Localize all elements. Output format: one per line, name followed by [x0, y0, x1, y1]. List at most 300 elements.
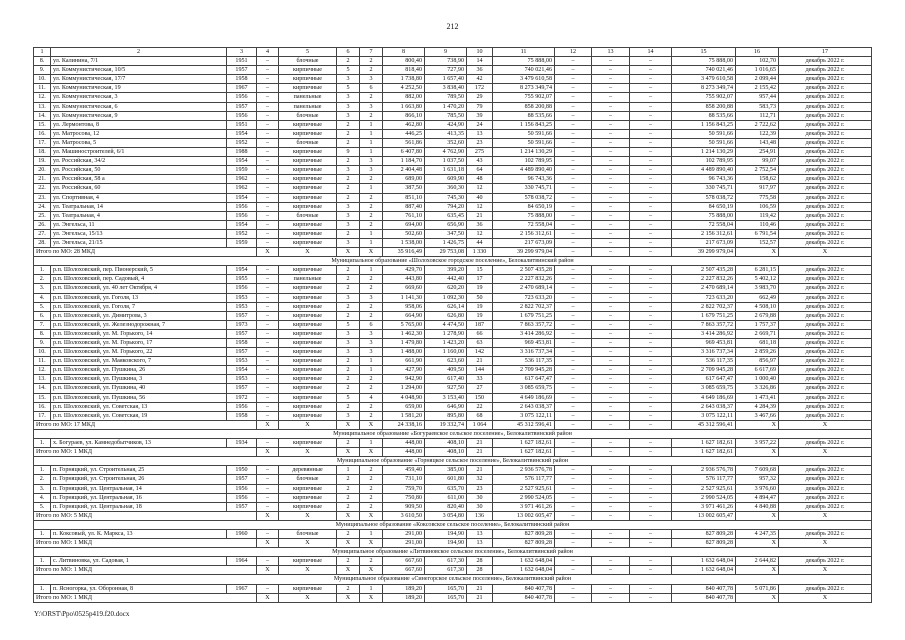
table-cell: 96 743,36	[672, 175, 736, 184]
table-cell: –	[592, 320, 630, 329]
table-cell: –	[592, 275, 630, 284]
table-cell: 1	[360, 129, 383, 138]
table-cell: X	[736, 248, 779, 257]
table-cell: 12	[555, 48, 592, 57]
table-cell: ул. Энгельса, 15/13	[51, 229, 227, 238]
table-cell: 387,50	[383, 184, 425, 193]
table-cell: X	[279, 566, 337, 575]
table-cell: Итого по МО: 28 МКД	[34, 248, 257, 257]
table-cell: 5	[337, 66, 360, 75]
table-cell: 1953	[227, 293, 257, 302]
table-cell: 2	[337, 384, 360, 393]
table-cell: –	[630, 339, 672, 348]
table-cell: 3	[337, 102, 360, 111]
table-cell: 6.	[34, 311, 51, 320]
table-cell: 617 647,47	[493, 375, 555, 384]
table-cell: 23	[467, 484, 493, 493]
table-cell: –	[630, 529, 672, 538]
table-cell: 7 609,68	[736, 466, 779, 475]
table-cell: –	[592, 529, 630, 538]
table-cell: –	[592, 229, 630, 238]
table-cell: 63	[467, 339, 493, 348]
table-cell: 942,90	[383, 375, 425, 384]
table-cell: 142	[467, 348, 493, 357]
table-cell: 3	[360, 329, 383, 338]
table-cell: 623,60	[425, 357, 467, 366]
table-cell: 727,90	[425, 66, 467, 75]
table-cell: 2	[337, 57, 360, 66]
table-cell: 1951	[227, 57, 257, 66]
table-cell: 1 214 130,29	[672, 148, 736, 157]
table-cell: 1 214 130,29	[493, 148, 555, 157]
table-cell: 16	[736, 48, 779, 57]
table-row	[34, 348, 872, 357]
table-cell: X	[736, 448, 779, 457]
table-cell: –	[592, 311, 630, 320]
table-cell: декабрь 2022 г.	[779, 475, 872, 484]
table-cell: ул. Российская, 50	[51, 166, 227, 175]
table-cell: 3	[227, 48, 257, 57]
table-cell: декабрь 2022 г.	[779, 266, 872, 275]
table-cell: 2	[360, 220, 383, 229]
table-cell: 28	[467, 566, 493, 575]
table-cell: 1950	[227, 466, 257, 475]
table-cell: –	[592, 593, 630, 602]
table-cell: 1	[360, 138, 383, 147]
table-cell: 3	[337, 329, 360, 338]
table-cell: X	[360, 511, 383, 520]
table-cell: X	[360, 566, 383, 575]
table-cell: 3	[337, 348, 360, 357]
table-cell: 3 085 659,75	[493, 384, 555, 393]
table-cell: –	[630, 484, 672, 493]
total-row	[34, 448, 872, 457]
table-cell: 611,00	[425, 493, 467, 502]
footer-file-path: Y:\ORST\Ppo\0525p419.f20.docx	[34, 610, 130, 618]
table-cell: 2	[360, 502, 383, 511]
table-cell: Муниципальное образование «Литвиновское сельское поселение», Белокалитвинский район	[34, 548, 872, 557]
table-cell: 14	[467, 57, 493, 66]
table-cell: –	[592, 266, 630, 275]
table-cell: 1 479,80	[383, 339, 425, 348]
table-cell: –	[555, 502, 592, 511]
table-cell: 3 153,40	[425, 393, 467, 402]
table-cell: 1954	[227, 366, 257, 375]
table-cell: 5.	[34, 302, 51, 311]
table-cell: кирпичные	[279, 357, 337, 366]
table-cell: кирпичные	[279, 157, 337, 166]
table-cell: –	[257, 57, 279, 66]
table-cell: 1	[360, 184, 383, 193]
table-cell: 969 453,81	[672, 339, 736, 348]
table-row	[34, 75, 872, 84]
table-cell: 3 479 610,58	[672, 75, 736, 84]
table-cell: 79	[467, 102, 493, 111]
table-cell: –	[630, 148, 672, 157]
table-cell: 4 649 186,69	[493, 393, 555, 402]
table-cell: X	[779, 248, 872, 257]
table-cell: кирпичные	[279, 302, 337, 311]
table-cell: 119,42	[736, 211, 779, 220]
table-cell: –	[592, 157, 630, 166]
table-row	[34, 229, 872, 238]
table-cell: –	[592, 329, 630, 338]
table-cell: 152,57	[736, 238, 779, 247]
table-cell: 3 414 286,92	[493, 329, 555, 338]
table-cell: Итого по МО: 1 МКД	[34, 566, 257, 575]
table-cell: р.п. Шолоховский, ул. Железнодорожная, 7	[51, 320, 227, 329]
table-cell: –	[592, 366, 630, 375]
table-cell: –	[257, 557, 279, 566]
table-cell: Итого по МО: 17 МКД	[34, 420, 257, 429]
table-cell: X	[279, 593, 337, 602]
table-cell: –	[257, 484, 279, 493]
table-cell: Итого по МО: 5 МКД	[34, 511, 257, 520]
table-cell: –	[555, 339, 592, 348]
table-cell: 112,71	[736, 111, 779, 120]
table-cell: 3 479 610,58	[493, 75, 555, 84]
table-cell: Муниципальное образование «Шолоховское городское поселение», Белокалитвинский район	[34, 257, 872, 266]
table-cell: кирпичные	[279, 266, 337, 275]
table-cell: 443,80	[383, 275, 425, 284]
table-cell: 4 247,35	[736, 529, 779, 538]
table-cell: 84 650,19	[493, 202, 555, 211]
table-cell: –	[592, 166, 630, 175]
table-cell: –	[257, 393, 279, 402]
table-cell: 5	[279, 48, 337, 57]
table-cell: 24	[467, 120, 493, 129]
table-cell: 19	[467, 284, 493, 293]
table-cell: 609,90	[425, 175, 467, 184]
table-cell: –	[555, 511, 592, 520]
table-cell: –	[555, 284, 592, 293]
table-cell: X	[736, 511, 779, 520]
table-cell: 2	[360, 57, 383, 66]
table-cell: 4 489 890,40	[493, 166, 555, 175]
table-cell: –	[555, 129, 592, 138]
table-cell: –	[592, 111, 630, 120]
table-row	[34, 366, 872, 375]
table-cell: –	[555, 357, 592, 366]
table-cell: 1957	[227, 329, 257, 338]
table-cell: 30	[467, 502, 493, 511]
table-cell: –	[592, 375, 630, 384]
table-cell: 759,70	[383, 484, 425, 493]
table-cell: 24 338,16	[383, 420, 425, 429]
table-cell: 1957	[227, 66, 257, 75]
table-cell: панельные	[279, 93, 337, 102]
table-cell: 3	[337, 75, 360, 84]
table-cell: –	[630, 75, 672, 84]
table-cell: –	[555, 138, 592, 147]
table-cell: 40	[467, 193, 493, 202]
total-row	[34, 566, 872, 575]
table-cell: 2	[337, 138, 360, 147]
table-cell: –	[555, 466, 592, 475]
table-cell: 3	[337, 166, 360, 175]
table-cell: 13.	[34, 102, 51, 111]
table-cell: 102 789,95	[672, 157, 736, 166]
table-cell: 27.	[34, 229, 51, 238]
table-cell: 14.	[34, 384, 51, 393]
table-cell: кирпичные	[279, 484, 337, 493]
table-cell: 4 762,90	[425, 148, 467, 157]
table-cell: 1	[34, 48, 51, 57]
table-cell: 2 470 689,14	[672, 284, 736, 293]
table-cell: 413,35	[425, 129, 467, 138]
table-cell: 6 791,54	[736, 229, 779, 238]
table-cell: 1955	[227, 275, 257, 284]
table-cell: 9.	[34, 339, 51, 348]
table-cell: 1	[360, 266, 383, 275]
table-cell: –	[630, 420, 672, 429]
table-cell: 4 284,39	[736, 402, 779, 411]
table-cell: –	[630, 93, 672, 102]
table-cell: –	[555, 211, 592, 220]
table-cell: кирпичные	[279, 584, 337, 593]
table-cell: –	[555, 593, 592, 602]
table-cell: –	[630, 584, 672, 593]
table-cell: –	[555, 320, 592, 329]
table-cell: 2 156 312,61	[493, 229, 555, 238]
table-row	[34, 275, 872, 284]
table-cell: –	[257, 384, 279, 393]
table-cell: кирпичные	[279, 129, 337, 138]
table-cell: декабрь 2022 г.	[779, 275, 872, 284]
table-cell: –	[555, 493, 592, 502]
table-cell: 96 743,36	[493, 175, 555, 184]
table-cell: 3 610,50	[383, 511, 425, 520]
table-cell: 2	[360, 411, 383, 420]
table-cell: 2 643 038,37	[493, 402, 555, 411]
table-cell: декабрь 2022 г.	[779, 466, 872, 475]
table-cell: 45 312 596,41	[672, 420, 736, 429]
table-cell: 2	[337, 129, 360, 138]
table-cell: 909,50	[383, 502, 425, 511]
table-cell: 818,40	[383, 66, 425, 75]
table-cell: –	[630, 320, 672, 329]
table-cell: 1954	[227, 157, 257, 166]
table-cell: п. Горняцкий, ул. Центральная, 14	[51, 484, 227, 493]
table-cell: 2	[337, 475, 360, 484]
table-cell: –	[257, 66, 279, 75]
table-cell: р.п. Шолоховский, ул. Гоголя, 13	[51, 293, 227, 302]
table-cell: 1.	[34, 529, 51, 538]
table-cell: 761,10	[383, 211, 425, 220]
table-cell: р.п. Шолоховский, ул. М. Горького, 22	[51, 348, 227, 357]
table-cell: кирпичные	[279, 375, 337, 384]
table-cell: 1967	[227, 584, 257, 593]
table-cell: –	[592, 475, 630, 484]
table-cell: 50 591,66	[672, 129, 736, 138]
table-cell: –	[257, 439, 279, 448]
table-cell: –	[555, 557, 592, 566]
table-cell: блочные	[279, 57, 337, 66]
table-cell: р.п. Шолоховский, ул. Маяковского, 7	[51, 357, 227, 366]
table-cell: 2	[337, 120, 360, 129]
table-cell: –	[630, 302, 672, 311]
table-cell: 409,50	[425, 366, 467, 375]
total-row	[34, 593, 872, 602]
table-cell: X	[360, 539, 383, 548]
table-cell: 3 075 122,11	[672, 411, 736, 420]
table-cell: –	[555, 93, 592, 102]
table-cell: –	[592, 302, 630, 311]
table-cell: 578 038,72	[493, 193, 555, 202]
table-cell: 3.	[34, 484, 51, 493]
table-cell: 50	[467, 293, 493, 302]
table-cell: 3 957,22	[736, 439, 779, 448]
table-cell: 536 117,35	[672, 357, 736, 366]
repair-schedule-table	[33, 47, 872, 603]
table-cell: –	[630, 402, 672, 411]
table-cell: 1952	[227, 229, 257, 238]
table-cell: 1 738,80	[383, 75, 425, 84]
table-cell: –	[630, 102, 672, 111]
table-cell: 957,32	[736, 475, 779, 484]
table-cell: ул. Театральная, 4	[51, 211, 227, 220]
table-cell: декабрь 2022 г.	[779, 439, 872, 448]
table-cell: –	[592, 448, 630, 457]
table-cell: –	[630, 193, 672, 202]
table-cell: 2	[360, 275, 383, 284]
table-cell: –	[630, 266, 672, 275]
table-cell: 187	[467, 320, 493, 329]
table-cell: 19.	[34, 157, 51, 166]
table-cell: 2	[360, 202, 383, 211]
table-cell: 2 155,42	[736, 84, 779, 93]
table-cell: 1 632 648,04	[672, 557, 736, 566]
table-cell: 13.	[34, 375, 51, 384]
table-cell: –	[630, 57, 672, 66]
table-cell: ул. Коммунистическая, 19	[51, 84, 227, 93]
table-cell: 2	[337, 439, 360, 448]
table-cell: кирпичные	[279, 557, 337, 566]
table-cell: 1 657,40	[425, 75, 467, 84]
table-cell: 5	[337, 393, 360, 402]
table-cell: декабрь 2022 г.	[779, 93, 872, 102]
section-header-row	[34, 257, 872, 266]
table-cell: 3 976,60	[736, 484, 779, 493]
table-cell: 789,50	[425, 93, 467, 102]
table-cell: декабрь 2022 г.	[779, 148, 872, 157]
table-cell: 1 462,30	[383, 329, 425, 338]
table-cell: п. Горняцкий, ул. Строительная, 25	[51, 466, 227, 475]
table-cell: 13 002 605,47	[672, 511, 736, 520]
table-cell: 1957	[227, 502, 257, 511]
table-cell: 1 184,70	[383, 157, 425, 166]
table-cell: ул. Российская, 34/2	[51, 157, 227, 166]
table-cell: X	[736, 539, 779, 548]
table-cell: 2 507 435,28	[493, 266, 555, 275]
table-cell: 6 407,80	[383, 148, 425, 157]
table-cell: 1934	[227, 439, 257, 448]
table-cell: 25.	[34, 211, 51, 220]
table-cell: X	[257, 511, 279, 520]
table-cell: 2	[51, 48, 227, 57]
table-cell: 2	[337, 584, 360, 593]
table-cell: –	[555, 184, 592, 193]
table-cell: 217 673,09	[672, 238, 736, 247]
table-row	[34, 120, 872, 129]
table-cell: 217 673,09	[493, 238, 555, 247]
table-cell: 1	[360, 238, 383, 247]
table-cell: 3	[337, 211, 360, 220]
table-cell: –	[630, 220, 672, 229]
table-cell: 75 888,00	[672, 57, 736, 66]
table-cell: –	[257, 357, 279, 366]
table-cell: –	[630, 157, 672, 166]
table-cell: 43	[467, 157, 493, 166]
table-cell: 667,60	[383, 557, 425, 566]
table-cell: 2	[360, 66, 383, 75]
table-cell: 2	[337, 229, 360, 238]
table-cell: –	[592, 66, 630, 75]
table-cell: 29	[467, 93, 493, 102]
table-row	[34, 502, 872, 511]
table-cell: 1.	[34, 266, 51, 275]
table-cell: 22.	[34, 184, 51, 193]
table-cell: 3 414 286,92	[672, 329, 736, 338]
table-cell: –	[592, 148, 630, 157]
table-cell: X	[257, 539, 279, 548]
table-cell: декабрь 2022 г.	[779, 311, 872, 320]
table-cell: 1 016,65	[736, 66, 779, 75]
table-cell: декабрь 2022 г.	[779, 329, 872, 338]
table-cell: 30	[467, 493, 493, 502]
table-cell: 694,00	[383, 220, 425, 229]
table-cell: 1956	[227, 202, 257, 211]
table-cell: декабрь 2022 г.	[779, 348, 872, 357]
table-cell: ул. Энгельса, 11	[51, 220, 227, 229]
table-cell: 5 402,12	[736, 275, 779, 284]
table-cell: 4 252,50	[383, 84, 425, 93]
table-cell: 723 633,20	[493, 293, 555, 302]
table-cell: 1957	[227, 475, 257, 484]
table-cell: 39 299 979,04	[672, 248, 736, 257]
total-row	[34, 539, 872, 548]
table-cell: 110,46	[736, 220, 779, 229]
table-cell: 635,45	[425, 211, 467, 220]
table-cell: 10	[467, 48, 493, 57]
table-cell: –	[592, 348, 630, 357]
table-cell: –	[257, 211, 279, 220]
table-cell: –	[592, 93, 630, 102]
table-cell: –	[630, 202, 672, 211]
table-cell: декабрь 2022 г.	[779, 366, 872, 375]
table-row	[34, 157, 872, 166]
table-cell: 5.	[34, 502, 51, 511]
table-cell: –	[555, 293, 592, 302]
table-cell: 4 649 186,69	[672, 393, 736, 402]
table-cell: –	[592, 120, 630, 129]
table-row	[34, 311, 872, 320]
table-cell: 13	[592, 48, 630, 57]
table-cell: кирпичные	[279, 393, 337, 402]
table-cell: декабрь 2022 г.	[779, 293, 872, 302]
table-row	[34, 393, 872, 402]
table-cell: 866,10	[383, 111, 425, 120]
table-cell: 2	[337, 357, 360, 366]
table-cell: –	[630, 566, 672, 575]
table-cell: 1954	[227, 193, 257, 202]
table-row	[34, 138, 872, 147]
table-cell: кирпичные	[279, 348, 337, 357]
table-row	[34, 584, 872, 593]
table-cell: 1973	[227, 320, 257, 329]
table-cell: декабрь 2022 г.	[779, 402, 872, 411]
table-cell: р.п. Шолоховский, ул. Советская, 13	[51, 402, 227, 411]
